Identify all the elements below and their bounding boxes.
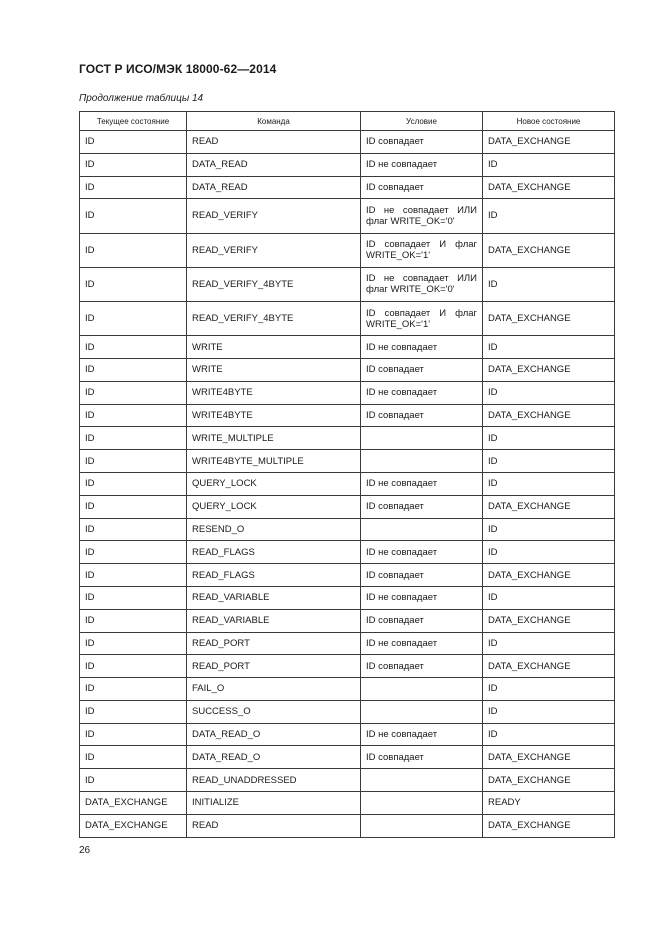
command-cell: READ_FLAGS: [187, 564, 361, 587]
command-cell: DATA_READ: [187, 153, 361, 176]
condition-cell: ID совпадает: [361, 358, 483, 381]
new-state-cell: DATA_EXCHANGE: [483, 655, 615, 678]
condition-cell: ID не совпадает ИЛИ флаг WRITE_OK='0': [361, 267, 483, 301]
new-state-cell: ID: [483, 336, 615, 359]
table-caption: Продолжение таблицы 14: [79, 93, 204, 104]
new-state-cell: ID: [483, 153, 615, 176]
command-cell: READ_VERIFY_4BYTE: [187, 267, 361, 301]
current-state-cell: ID: [80, 176, 187, 199]
table-row: [80, 814, 615, 837]
condition-cell: ID совпадает: [361, 404, 483, 427]
condition-cell: [361, 427, 483, 450]
new-state-cell: ID: [483, 472, 615, 495]
command-cell: WRITE_MULTIPLE: [187, 427, 361, 450]
table-row: [80, 153, 615, 176]
command-cell: RESEND_O: [187, 518, 361, 541]
condition-cell: [361, 518, 483, 541]
condition-cell: [361, 792, 483, 815]
current-state-cell: DATA_EXCHANGE: [80, 792, 187, 815]
command-cell: WRITE: [187, 336, 361, 359]
new-state-cell: ID: [483, 678, 615, 701]
current-state-cell: ID: [80, 678, 187, 701]
condition-cell: ID совпадает И флаг WRITE_OK='1': [361, 233, 483, 267]
new-state-cell: ID: [483, 450, 615, 473]
condition-cell: ID не совпадает: [361, 336, 483, 359]
condition-cell: [361, 814, 483, 837]
table-row: [80, 632, 615, 655]
current-state-cell: ID: [80, 472, 187, 495]
command-cell: READ_VERIFY: [187, 199, 361, 233]
condition-cell: ID не совпадает: [361, 632, 483, 655]
command-cell: READ_PORT: [187, 655, 361, 678]
current-state-cell: ID: [80, 301, 187, 335]
table-row: [80, 495, 615, 518]
table-row: [80, 678, 615, 701]
new-state-cell: ID: [483, 518, 615, 541]
current-state-cell: ID: [80, 358, 187, 381]
condition-cell: ID не совпадает: [361, 472, 483, 495]
condition-cell: ID совпадает: [361, 655, 483, 678]
new-state-cell: DATA_EXCHANGE: [483, 564, 615, 587]
current-state-cell: ID: [80, 564, 187, 587]
condition-cell: [361, 700, 483, 723]
table-row: [80, 655, 615, 678]
current-state-cell: DATA_EXCHANGE: [80, 814, 187, 837]
current-state-cell: ID: [80, 381, 187, 404]
current-state-cell: ID: [80, 746, 187, 769]
table-row: [80, 700, 615, 723]
current-state-cell: ID: [80, 586, 187, 609]
table-row: [80, 450, 615, 473]
condition-cell: ID совпадает: [361, 609, 483, 632]
document-header: ГОСТ Р ИСО/МЭК 18000-62—2014: [79, 62, 277, 76]
current-state-cell: ID: [80, 495, 187, 518]
new-state-cell: DATA_EXCHANGE: [483, 746, 615, 769]
condition-cell: ID совпадает: [361, 495, 483, 518]
column-header: Новое состояние: [483, 112, 615, 131]
command-cell: READ_VERIFY_4BYTE: [187, 301, 361, 335]
current-state-cell: ID: [80, 655, 187, 678]
new-state-cell: DATA_EXCHANGE: [483, 176, 615, 199]
command-cell: SUCCESS_O: [187, 700, 361, 723]
command-cell: WRITE4BYTE_MULTIPLE: [187, 450, 361, 473]
column-header: Команда: [187, 112, 361, 131]
table-header-row: [80, 112, 615, 131]
table-row: [80, 336, 615, 359]
new-state-cell: ID: [483, 700, 615, 723]
table-row: [80, 404, 615, 427]
new-state-cell: ID: [483, 381, 615, 404]
table-row: [80, 267, 615, 301]
condition-cell: ID совпадает: [361, 176, 483, 199]
current-state-cell: ID: [80, 450, 187, 473]
current-state-cell: ID: [80, 541, 187, 564]
command-cell: READ_VARIABLE: [187, 609, 361, 632]
command-cell: FAIL_O: [187, 678, 361, 701]
command-cell: READ: [187, 131, 361, 154]
table-row: [80, 769, 615, 792]
new-state-cell: DATA_EXCHANGE: [483, 131, 615, 154]
table-row: [80, 586, 615, 609]
new-state-cell: DATA_EXCHANGE: [483, 301, 615, 335]
condition-cell: ID не совпадает: [361, 586, 483, 609]
command-cell: DATA_READ: [187, 176, 361, 199]
command-cell: DATA_READ_O: [187, 746, 361, 769]
column-header: Текущее состояние: [80, 112, 187, 131]
table-row: [80, 609, 615, 632]
new-state-cell: DATA_EXCHANGE: [483, 404, 615, 427]
table-row: [80, 358, 615, 381]
table-row: [80, 176, 615, 199]
command-cell: INITIALIZE: [187, 792, 361, 815]
command-cell: READ_UNADDRESSED: [187, 769, 361, 792]
condition-cell: ID совпадает: [361, 564, 483, 587]
table-row: [80, 301, 615, 335]
condition-cell: [361, 678, 483, 701]
new-state-cell: ID: [483, 541, 615, 564]
new-state-cell: DATA_EXCHANGE: [483, 233, 615, 267]
table-row: [80, 564, 615, 587]
new-state-cell: ID: [483, 427, 615, 450]
table-row: [80, 518, 615, 541]
current-state-cell: ID: [80, 723, 187, 746]
condition-cell: ID не совпадает ИЛИ флаг WRITE_OK='0': [361, 199, 483, 233]
column-header: Условие: [361, 112, 483, 131]
current-state-cell: ID: [80, 267, 187, 301]
current-state-cell: ID: [80, 427, 187, 450]
current-state-cell: ID: [80, 632, 187, 655]
command-cell: WRITE: [187, 358, 361, 381]
table-row: [80, 541, 615, 564]
current-state-cell: ID: [80, 404, 187, 427]
command-cell: DATA_READ_O: [187, 723, 361, 746]
condition-cell: ID совпадает И флаг WRITE_OK='1': [361, 301, 483, 335]
command-cell: READ_VARIABLE: [187, 586, 361, 609]
condition-cell: ID совпадает: [361, 746, 483, 769]
command-cell: WRITE4BYTE: [187, 381, 361, 404]
new-state-cell: ID: [483, 632, 615, 655]
page-number: 26: [79, 845, 91, 856]
current-state-cell: ID: [80, 336, 187, 359]
new-state-cell: DATA_EXCHANGE: [483, 495, 615, 518]
current-state-cell: ID: [80, 131, 187, 154]
new-state-cell: ID: [483, 267, 615, 301]
new-state-cell: DATA_EXCHANGE: [483, 814, 615, 837]
new-state-cell: DATA_EXCHANGE: [483, 769, 615, 792]
new-state-cell: ID: [483, 199, 615, 233]
current-state-cell: ID: [80, 199, 187, 233]
table-body: [80, 131, 615, 838]
table-row: [80, 131, 615, 154]
new-state-cell: READY: [483, 792, 615, 815]
condition-cell: ID не совпадает: [361, 153, 483, 176]
command-cell: WRITE4BYTE: [187, 404, 361, 427]
command-cell: READ_PORT: [187, 632, 361, 655]
new-state-cell: DATA_EXCHANGE: [483, 358, 615, 381]
current-state-cell: ID: [80, 609, 187, 632]
condition-cell: ID не совпадает: [361, 381, 483, 404]
current-state-cell: ID: [80, 153, 187, 176]
current-state-cell: ID: [80, 233, 187, 267]
table-row: [80, 472, 615, 495]
table-row: [80, 792, 615, 815]
table-row: [80, 746, 615, 769]
command-cell: READ: [187, 814, 361, 837]
new-state-cell: DATA_EXCHANGE: [483, 609, 615, 632]
state-transition-table: [79, 111, 615, 838]
condition-cell: ID не совпадает: [361, 541, 483, 564]
table-row: [80, 233, 615, 267]
command-cell: READ_VERIFY: [187, 233, 361, 267]
table-row: [80, 427, 615, 450]
table-row: [80, 199, 615, 233]
table-row: [80, 723, 615, 746]
current-state-cell: ID: [80, 769, 187, 792]
command-cell: QUERY_LOCK: [187, 495, 361, 518]
new-state-cell: ID: [483, 723, 615, 746]
table-row: [80, 381, 615, 404]
new-state-cell: ID: [483, 586, 615, 609]
condition-cell: ID совпадает: [361, 131, 483, 154]
condition-cell: [361, 769, 483, 792]
current-state-cell: ID: [80, 518, 187, 541]
command-cell: QUERY_LOCK: [187, 472, 361, 495]
current-state-cell: ID: [80, 700, 187, 723]
condition-cell: ID не совпадает: [361, 723, 483, 746]
command-cell: READ_FLAGS: [187, 541, 361, 564]
condition-cell: [361, 450, 483, 473]
